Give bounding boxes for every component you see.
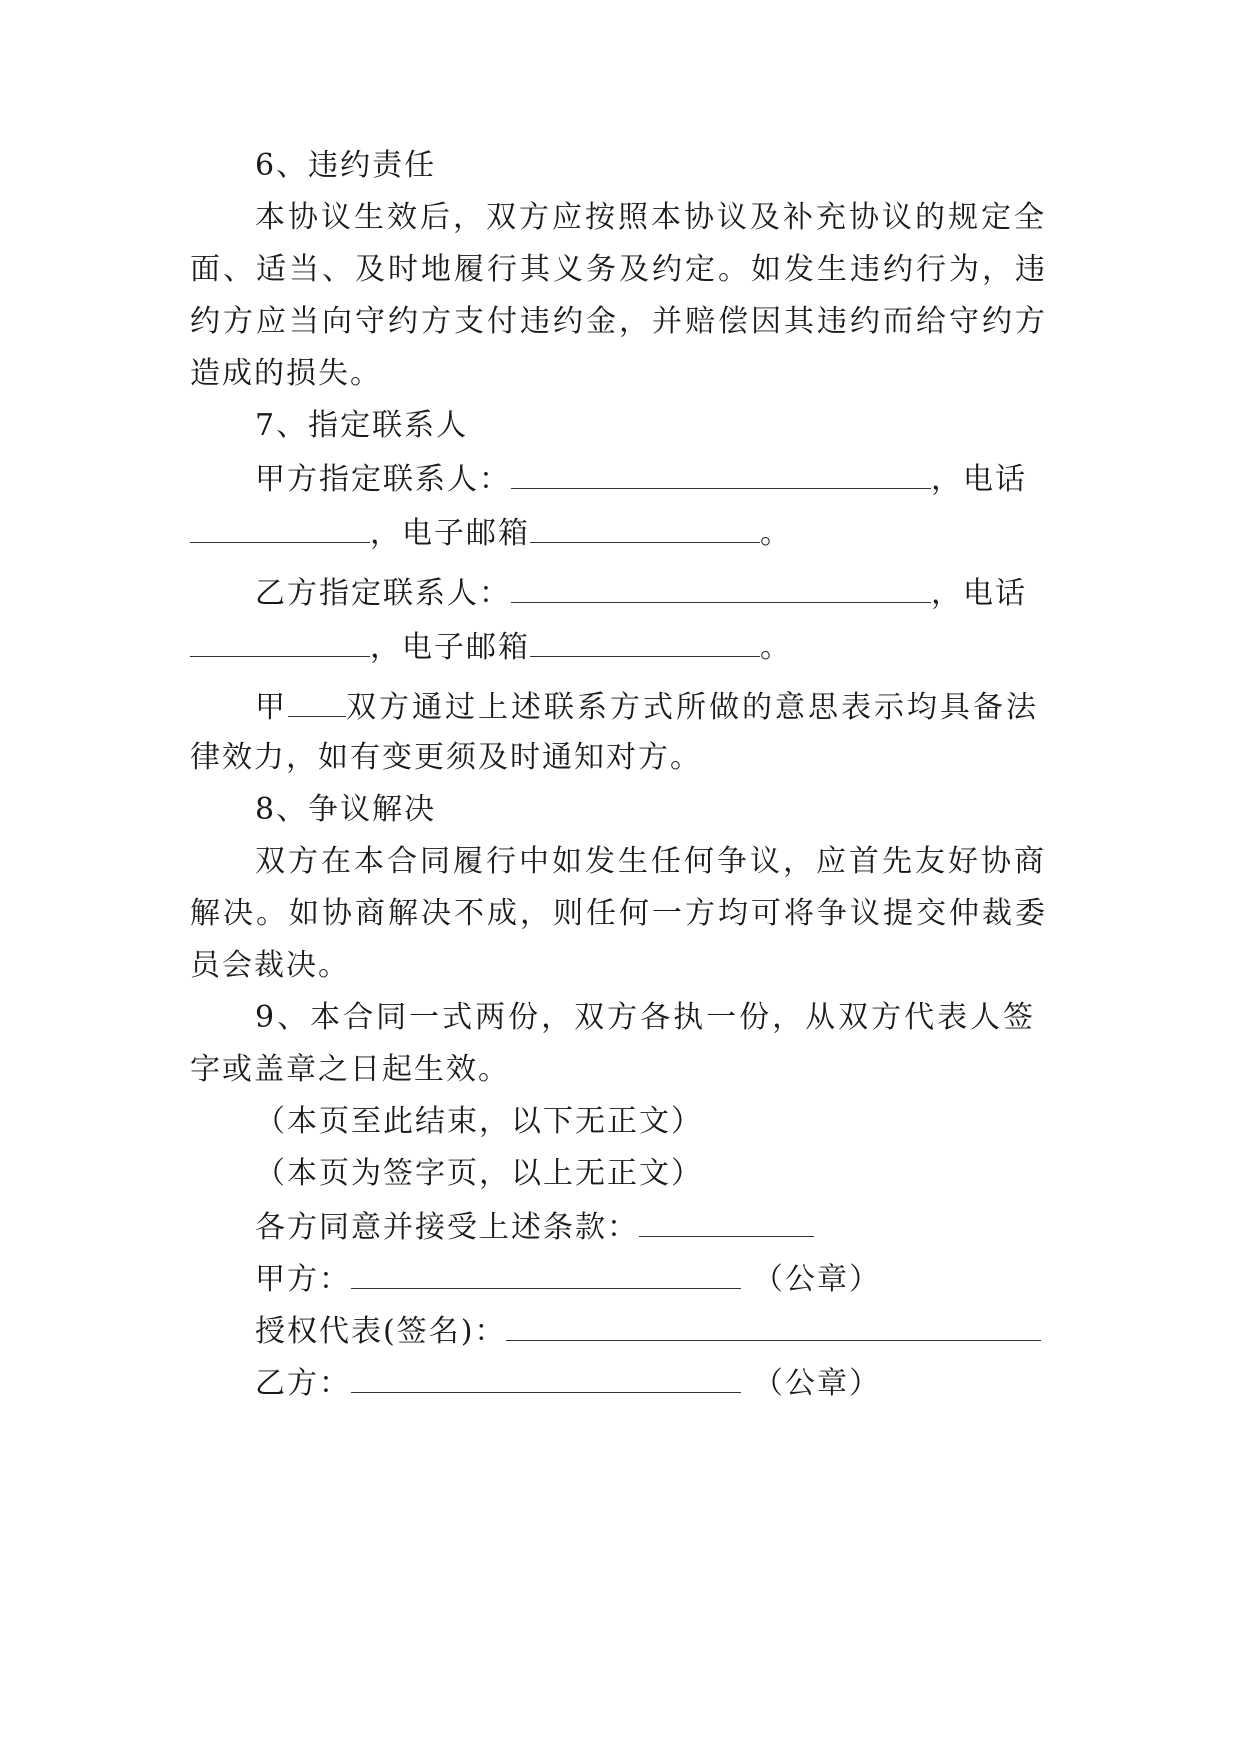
party-b-sign-label: 乙方： [255,1366,351,1401]
party-b-contact-blank[interactable] [511,572,931,603]
party-a-sign-label: 甲方： [255,1262,351,1297]
section-9-line-2: 字或盖章之日起生效。 [190,1052,510,1087]
section-6-line-3: 约方应当向守约方支付违约金，并赔偿因其违约而给守约方 [190,304,1048,339]
note-prefix: 甲 [255,690,288,725]
sign-note: （本页为签字页，以上无正文） [255,1156,703,1191]
rep-sign-blank[interactable] [506,1310,1041,1341]
party-a-sign-blank[interactable] [351,1258,741,1289]
note-blank[interactable] [288,686,346,717]
section-8-heading: 8、争议解决 [255,792,437,827]
party-a-phone-blank[interactable] [190,512,370,543]
end-note: （本页至此结束，以下无正文） [255,1104,703,1139]
agree-blank[interactable] [639,1206,814,1237]
party-a-contact-blank[interactable] [511,458,931,489]
section-9-line-1: 9、本合同一式两份，双方各执一份，从双方代表人签 [255,1000,1037,1035]
party-a-contact-row [255,458,1027,500]
party-a-sign-row [255,1258,881,1300]
rep-sign-label: 授权代表(签名)： [255,1314,507,1349]
party-a-email-blank[interactable] [530,512,760,543]
agree-label: 各方同意并接受上述条款： [255,1210,639,1245]
party-b-sign-blank[interactable] [351,1362,741,1393]
agree-row [255,1206,814,1248]
section-8-line-2: 解决。如协商解决不成，则任何一方均可将争议提交仲裁委 [190,896,1048,931]
section-6-line-1: 本协议生效后，双方应按照本协议及补充协议的规定全 [255,200,1047,235]
party-b-contact-row-2 [190,626,792,668]
party-b-contact-row [255,572,1027,614]
phone-label: ，电话 [931,576,1027,611]
section-7-heading: 7、指定联系人 [255,408,469,443]
section-6-heading: 6、违约责任 [255,148,437,183]
party-a-seal: （公章） [753,1262,881,1297]
contact-note-line-1 [255,686,1039,728]
period: 。 [760,516,792,551]
party-b-phone-blank[interactable] [190,626,370,657]
period: 。 [760,630,792,665]
contact-note-line-2: 律效力，如有变更须及时通知对方。 [190,740,702,775]
note-rest: 双方通过上述联系方式所做的意思表示均具备法 [346,690,1039,725]
party-b-email-blank[interactable] [530,626,760,657]
section-8-line-1: 双方在本合同履行中如发生任何争议，应首先友好协商 [255,844,1047,879]
party-b-seal: （公章） [753,1366,881,1401]
rep-sign-row [255,1310,1041,1352]
email-label: ，电子邮箱 [370,630,530,665]
phone-label: ，电话 [931,462,1027,497]
party-b-contact-label: 乙方指定联系人： [255,576,511,611]
email-label: ，电子邮箱 [370,516,530,551]
section-8-line-3: 员会裁决。 [190,948,350,983]
party-a-contact-row-2 [190,512,792,554]
party-a-contact-label: 甲方指定联系人： [255,462,511,497]
section-6-line-4: 造成的损失。 [190,356,382,391]
party-b-sign-row [255,1362,881,1404]
section-6-line-2: 面、适当、及时地履行其义务及约定。如发生违约行为，违 [190,252,1048,287]
